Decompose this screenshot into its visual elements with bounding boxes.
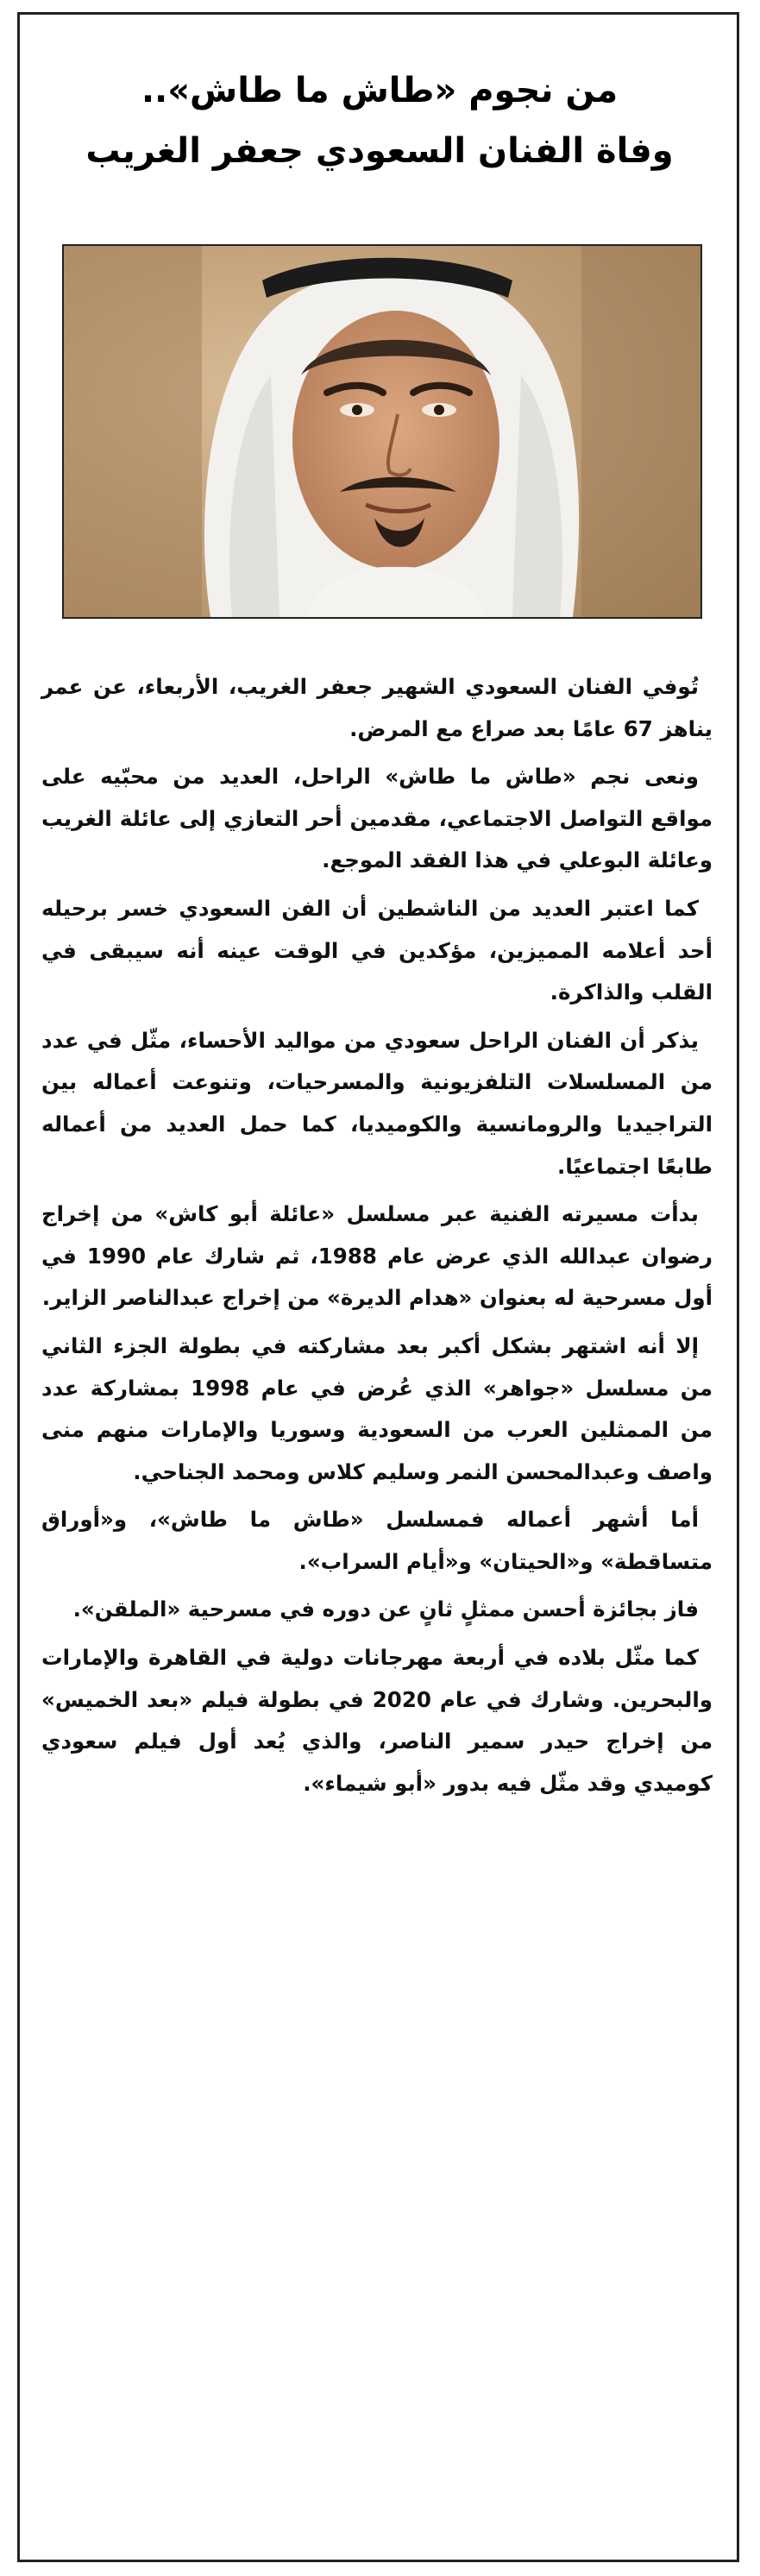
paragraph-3: كما اعتبر العديد من الناشطين أن الفن السعودي خسر برحيله أحد أعلامه المميزين، مؤكدين في الوقت عينه أنه سيبقى في القلب والذاكرة. xyxy=(41,895,713,1005)
paragraph-5: بدأت مسيرته الفنية عبر مسلسل «عائلة أبو كاش» من إخراج رضوان عبدالله الذي عرض عام 1988، ثم شارك عام 1990 في أول مسرحية له بعنوان «هدام الديرة» من إخراج عبدالناصر الزاير. xyxy=(41,1201,713,1311)
paragraph-9: كما مثّل بلاده في أربعة مهرجانات دولية في القاهرة والإمارات والبحرين. وشارك في عام 2020 في بطولة فيلم «بعد الخميس» من إخراج حيدر سمير الناصر، والذي يُعد أول فيلم سعودي كوميدي وقد مثّل فيه بدور «أبو شيماء». xyxy=(41,1645,713,1796)
paragraph-6: إلا أنه اشتهر بشكل أكبر بعد مشاركته في بطولة الجزء الثاني من مسلسل «جواهر» الذي عُرض في عام 1998 بمشاركة عدد من الممثلين العرب من السعودية وسوريا والإمارات منهم منى واصف وعبدالمحسن النمر وسليم كلاس ومحمد الجناحي. xyxy=(41,1332,713,1484)
paragraph-8: فاز بجائزة أحسن ممثلٍ ثانٍ عن دوره في مسرحية «الملقن». xyxy=(72,1597,699,1622)
portrait-photo xyxy=(62,244,702,619)
headline-line-1: من نجوم «طاش ما طاش».. xyxy=(141,71,619,110)
portrait-illustration xyxy=(64,246,700,617)
paragraph-1: تُوفي الفنان السعودي الشهير جعفر الغريب، الأربعاء، عن عمر يناهز 67 عامًا بعد صراع مع المرض. xyxy=(41,674,713,741)
article-body xyxy=(41,666,713,1811)
paragraph-7: أما أشهر أعماله فمسلسل «طاش ما طاش»، و«أوراق متساقطة» و«الحيتان» و«أيام السراب». xyxy=(41,1507,713,1574)
paragraph-2: ونعى نجم «طاش ما طاش» الراحل، العديد من محبّيه على مواقع التواصل الاجتماعي، مقدمين أحر التعازي إلى عائلة الغريب وعائلة البوعلي في هذا الفقد الموجع. xyxy=(41,764,713,873)
paragraph-4: يذكر أن الفنان الراحل سعودي من مواليد الأحساء، مثّل في عدد من المسلسلات التلفزيونية والمسرحيات، وتنوعت أعماله بين التراجيديا والرومانسية والكوميديا، كما حمل العديد من أعماله طابعًا اجتماعيًا. xyxy=(41,1027,713,1179)
headline-line-2: وفاة الفنان السعودي جعفر الغريب xyxy=(85,131,674,171)
